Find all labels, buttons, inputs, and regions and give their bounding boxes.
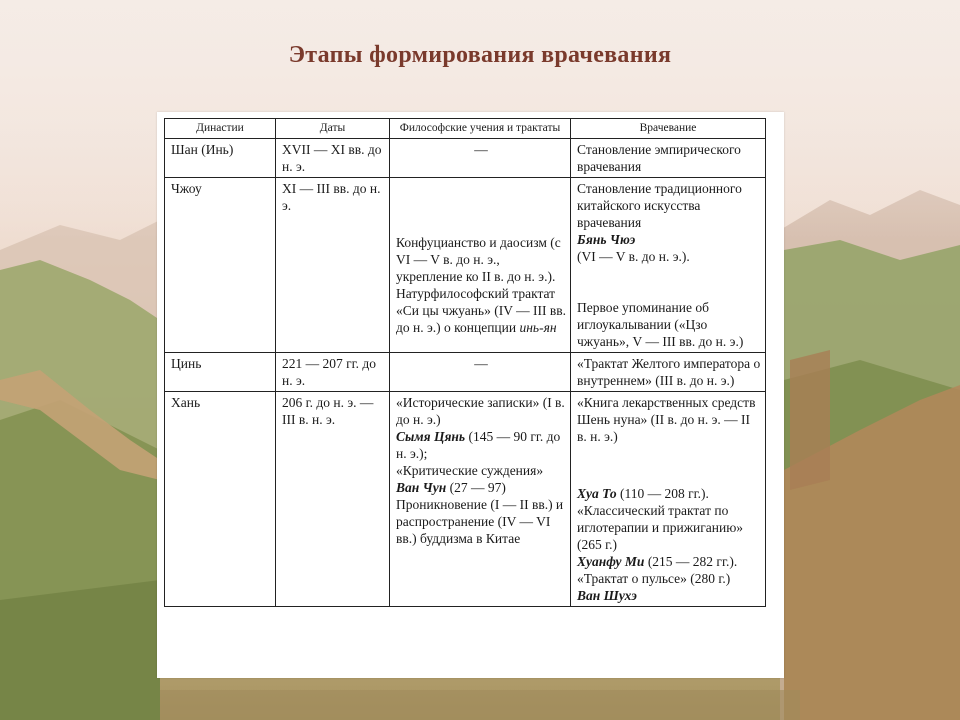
philosophy-cell: — (390, 353, 571, 392)
person-name: Ван Чун (396, 480, 447, 495)
dynasty-cell: Шан (Инь) (165, 139, 276, 178)
healing-cell: «Трактат Желтого императора о внутреннем» (III в. до н. э.) (571, 353, 766, 392)
philosophy-text: Проникновение (I — II вв.) и распространение (IV — VI вв.) буддизма в Китае (396, 497, 564, 546)
header-healing: Врачевание (571, 119, 766, 139)
dates-cell: XVII — XI вв. до н. э. (276, 139, 390, 178)
yin-yang-term: инь-ян (519, 320, 557, 335)
healing-text: Первое упоминание об иглоукалывании («Цзо чжуань», V — III вв. до н. э.) (577, 300, 744, 349)
philosophy-text-2 (396, 428, 566, 462)
dynasty-cell: Цинь (165, 353, 276, 392)
table-header-row (165, 119, 766, 139)
healing-text: «Книга лекарственных средств Шень нуна» (II в. до н. э. — II в. н. э.) (577, 395, 756, 444)
person-dates: (VI — V в. до н. э.). (577, 249, 690, 264)
header-dynasties: Династии (165, 119, 276, 139)
philosophy-text: «Исторические записки» (I в. до н. э.) (396, 395, 565, 427)
philosophy-text: Конфуцианство и даосизм (с VI — V в. до н. э., укрепление ко II в. до н. э.). (396, 235, 561, 284)
person-name: Бянь Чюэ (577, 232, 636, 247)
healing-cell: Становление эмпирического врачевания (571, 139, 766, 178)
philosophy-cell (390, 178, 571, 353)
table-row (165, 353, 766, 392)
philosophy-cell (390, 392, 571, 607)
dates-cell: XI — III вв. до н. э. (276, 178, 390, 353)
person-name: Сымя Цянь (396, 429, 466, 444)
healing-cell (571, 392, 766, 607)
header-dates: Даты (276, 119, 390, 139)
table-row (165, 139, 766, 178)
healing-text: Становление традиционного китайского искусства врачевания (577, 181, 742, 230)
philosophy-text-3 (396, 462, 566, 496)
slide-title: Этапы формирования врачевания (288, 42, 672, 68)
healing-cell (571, 178, 766, 353)
person-name: Ван Шухэ (577, 588, 637, 603)
philosophy-text: «Критические суждения» (396, 463, 544, 478)
table-row (165, 178, 766, 353)
dates-cell: 206 г. до н. э. — III в. н. э. (276, 392, 390, 607)
dynasty-table (164, 118, 766, 607)
person-dates: (145 — 90 гг. до н. э.); (396, 429, 561, 461)
philosophy-cell: — (390, 139, 571, 178)
person-name: Хуанфу Ми (577, 554, 645, 569)
dates-cell: 221 — 207 гг. до н. э. (276, 353, 390, 392)
person-name: Хуа То (577, 486, 617, 501)
person-dates: (27 — 97) (449, 480, 506, 495)
philosophy-text: Натурфилософский трактат «Си цы чжуань» (IV — III вв. до н. э.) о концепции (396, 286, 566, 335)
philosophy-text-2 (396, 285, 566, 336)
dynasty-cell: Чжоу (165, 178, 276, 353)
healing-line (577, 485, 761, 502)
header-philosophy: Философские учения и трактаты (390, 119, 571, 139)
table-container (157, 112, 784, 678)
healing-text: «Трактат о пульсе» (280 г.) (577, 571, 731, 586)
person-dates: (110 — 208 гг.). (620, 486, 709, 501)
table-row (165, 392, 766, 607)
healing-line (577, 553, 761, 570)
healing-text: «Классический трактат по иглотерапии и прижиганию» (265 г.) (577, 503, 744, 552)
dynasty-cell: Хань (165, 392, 276, 607)
person-dates: (215 — 282 гг.). (647, 554, 738, 569)
